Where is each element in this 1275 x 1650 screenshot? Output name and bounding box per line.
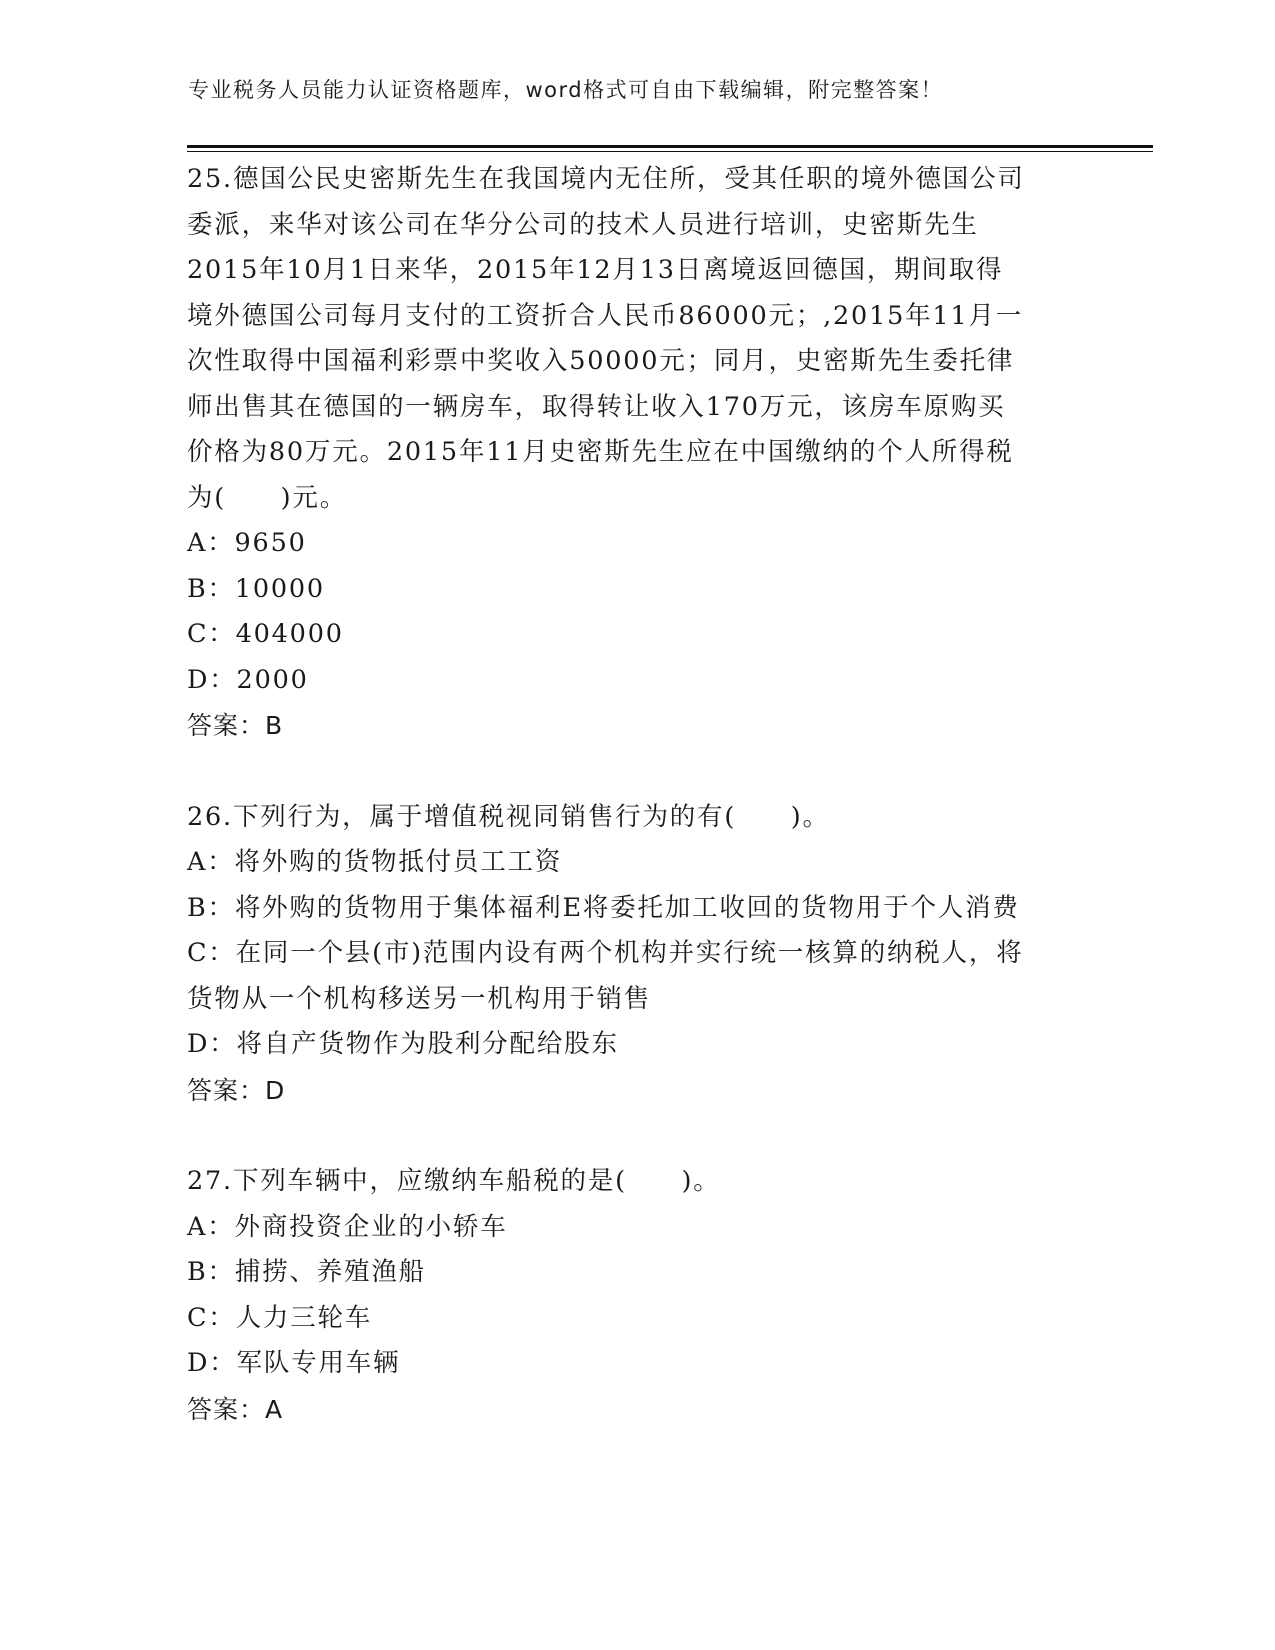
question-list: [187, 157, 1087, 1432]
question-text-line: 境外德国公司每月支付的工资折合人民币86000元；,2015年11月一: [187, 300, 1024, 331]
option-d: D：军队专用车辆: [187, 1348, 401, 1378]
question-text-line: 次性取得中国福利彩票中奖收入50000元；同月，史密斯先生委托律: [187, 346, 1015, 376]
question-text-line: 为( )元。: [187, 482, 347, 513]
question-text-line: 师出售其在德国的一辆房车，取得转让收入170万元，该房车原购买: [187, 391, 1006, 422]
question-26: [187, 795, 1087, 1114]
question-text-line: 27.下列车辆中，应缴纳车船税的是( )。: [187, 1166, 721, 1196]
option-b: B：10000: [187, 573, 325, 604]
question-text-line: 价格为80万元。2015年11月史密斯先生应在中国缴纳的个人所得税: [187, 437, 1014, 467]
question-25: [187, 157, 1087, 749]
option-d: D：将自产货物作为股利分配给股东: [187, 1029, 619, 1059]
question-text-line: 26.下列行为，属于增值税视同销售行为的有( )。: [187, 801, 830, 832]
option-d: D：2000: [187, 664, 309, 695]
answer-line: 答案：D: [187, 1075, 286, 1105]
header-divider-thin: [187, 151, 1153, 152]
option-c: C：在同一个县(市)范围内设有两个机构并实行统一核算的纳税人，将: [187, 938, 1024, 968]
answer-line: 答案：B: [187, 711, 284, 740]
question-spacer: [187, 749, 1087, 795]
question-text-line: 委派，来华对该公司在华分公司的技术人员进行培训，史密斯先生: [187, 209, 979, 240]
question-text-line: 2015年10月1日来华，2015年12月13日离境返回德国，期间取得: [187, 255, 1004, 285]
header-divider-thick: [187, 145, 1153, 148]
option-a: A：将外购的货物抵付员工工资: [187, 847, 563, 877]
header-title: 专业税务人员能力认证资格题库，word格式可自由下载编辑，附完整答案！: [188, 78, 944, 102]
option-b: B：将外购的货物用于集体福利E将委托加工收回的货物用于个人消费: [187, 892, 1020, 923]
answer-line: 答案：A: [187, 1394, 284, 1424]
question-spacer: [187, 1113, 1087, 1159]
question-27: [187, 1159, 1087, 1432]
question-text-line: 25.德国公民史密斯先生在我国境内无住所，受其任职的境外德国公司: [187, 164, 1025, 194]
option-b: B：捕捞、养殖渔船: [187, 1257, 426, 1287]
option-c-continued: 货物从一个机构移送另一机构用于销售: [187, 983, 652, 1014]
option-a: A：外商投资企业的小轿车: [187, 1211, 508, 1242]
option-a: A：9650: [187, 528, 307, 558]
option-c: C：404000: [187, 619, 344, 649]
option-c: C：人力三轮车: [187, 1302, 373, 1333]
